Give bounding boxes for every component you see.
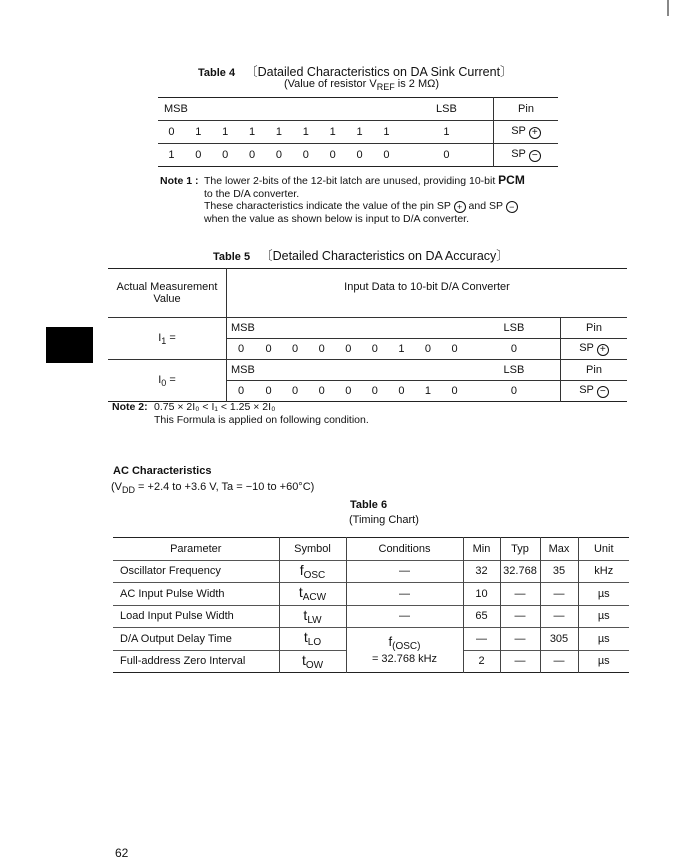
measure-i0 (108, 360, 227, 402)
max-cell: — (540, 650, 578, 673)
table5-label: Table 5 (213, 251, 251, 263)
bit-cell: 0 (441, 339, 468, 360)
ac-heading: AC Characteristics (113, 465, 212, 477)
bit-cell: 1 (212, 121, 239, 144)
pin-cell (494, 144, 559, 167)
bit-cell: 0 (319, 144, 346, 167)
note1-pcm: PCM (498, 173, 525, 187)
bit-cell: 0 (227, 381, 256, 402)
pin-cell (561, 339, 628, 360)
input-data-header: Input Data to 10-bit D/A Converter (344, 281, 510, 293)
measurement-header-line1: Actual Measurement (116, 281, 218, 293)
min-cell: 65 (463, 605, 500, 628)
pin-header: Pin (561, 360, 628, 381)
lsb-label: LSB (436, 103, 457, 115)
parameter-cell: Load Input Pulse Width (113, 605, 279, 628)
symbol-cell (279, 560, 346, 583)
pin-name: SP (579, 342, 594, 354)
msb-label: MSB (227, 318, 468, 339)
min-cell: 10 (463, 583, 500, 606)
bit-cell: 0 (373, 144, 400, 167)
table5 (108, 268, 627, 402)
circled-minus-icon: − (506, 201, 518, 213)
note2-formula: 0.75 × 2I₀ < I₁ < 1.25 × 2I₀ (154, 401, 276, 413)
table-row (113, 605, 629, 628)
table6-label: Table 6 (350, 499, 388, 511)
unit-cell: µs (578, 650, 629, 673)
bit-cell: 1 (388, 339, 415, 360)
conditions-cell: — (346, 583, 463, 606)
max-cell: 35 (540, 560, 578, 583)
pin-header: Pin (494, 98, 559, 121)
bit-cell: 0 (308, 339, 335, 360)
bit-cell: 0 (441, 381, 468, 402)
bit-cell: 1 (346, 121, 373, 144)
bit-cell: 1 (185, 121, 212, 144)
table5-msb-row (108, 318, 627, 339)
column-header: Symbol (279, 538, 346, 561)
bit-cell: 0 (415, 339, 442, 360)
column-header: Conditions (346, 538, 463, 561)
bit-cell: 0 (335, 381, 362, 402)
symbol-sub: OSC (303, 569, 326, 581)
column-header: Typ (500, 538, 540, 561)
ac-cond-suffix: = +2.4 to +3.6 V, Ta = −10 to +60°C) (135, 481, 315, 493)
note2-line2: This Formula is applied on following condition. (154, 413, 369, 426)
typ-cell: — (500, 605, 540, 628)
note1-and-sp: and SP (465, 200, 503, 212)
parameter-cell: Full-address Zero Interval (113, 650, 279, 673)
lsb-label: LSB (468, 318, 561, 339)
typ-cell: — (500, 628, 540, 651)
parameter-cell: Oscillator Frequency (113, 560, 279, 583)
bit-cell: 1 (415, 381, 442, 402)
bit-cell: 1 (239, 121, 266, 144)
bit-cell: 0 (388, 381, 415, 402)
pin-header: Pin (561, 318, 628, 339)
symbol-sub: OW (305, 659, 324, 671)
pin-name: SP (511, 148, 526, 160)
bit-cell: 0 (266, 144, 293, 167)
table5-title-text: 〔Detailed Characteristics on DA Accuracy〕 (260, 249, 509, 263)
bit-cell: 0 (255, 381, 282, 402)
symbol-sub: LW (307, 614, 322, 626)
symbol-main: t (301, 651, 306, 668)
table6-header-row (113, 538, 629, 561)
bit-cell: 1 (266, 121, 293, 144)
ac-cond-prefix: (V (111, 481, 122, 493)
measure-sub: 0 (161, 377, 167, 388)
measure-i1 (108, 318, 227, 360)
note2-label: Note 2: (112, 401, 148, 413)
bit-cell: 1 (400, 121, 494, 144)
symbol-main: t (303, 606, 308, 623)
bit-cell: 1 (292, 121, 319, 144)
lsb-label: LSB (468, 360, 561, 381)
typ-cell: 32.768 (500, 560, 540, 583)
table-row (158, 121, 558, 144)
note1-line1: The lower 2-bits of the 12-bit latch are unused, providing 10-bit (204, 175, 496, 187)
bit-cell: 0 (185, 144, 212, 167)
circled-minus-icon: − (597, 386, 609, 398)
circled-plus-icon: + (597, 344, 609, 356)
note1-line3: These characteristics indicate the value of the pin SP (204, 200, 451, 212)
measure-sub: 1 (161, 335, 167, 346)
min-cell: — (463, 628, 500, 651)
table4-subtitle (284, 78, 439, 92)
max-cell: — (540, 583, 578, 606)
bit-cell: 0 (468, 381, 561, 402)
circled-minus-icon: − (529, 150, 541, 162)
unit-cell: µs (578, 583, 629, 606)
pin-name: SP (511, 125, 526, 137)
table-row (113, 583, 629, 606)
measurement-header (108, 269, 227, 318)
condition-f: f (388, 633, 393, 649)
symbol-main: f (299, 561, 304, 578)
conditions-cell: — (346, 560, 463, 583)
parameter-cell: AC Input Pulse Width (113, 583, 279, 606)
unit-cell: µs (578, 605, 629, 628)
condition-f-sub: (OSC) (392, 640, 421, 652)
bit-cell: 1 (373, 121, 400, 144)
page-number: 62 (115, 846, 129, 860)
measure-symbol: I (158, 373, 162, 386)
pin-cell (561, 381, 628, 402)
symbol-sub: ACW (302, 592, 327, 604)
section-tab-marker (46, 327, 93, 363)
bit-cell: 0 (362, 339, 389, 360)
typ-cell: — (500, 650, 540, 673)
column-header: Min (463, 538, 500, 561)
pin-cell (494, 121, 559, 144)
symbol-main: t (298, 584, 303, 601)
bit-cell: 0 (308, 381, 335, 402)
table-row (158, 144, 558, 167)
measure-symbol: I (158, 331, 162, 344)
note1 (160, 174, 525, 226)
symbol-sub: LO (307, 637, 322, 649)
note1-line2: to the D/A converter. (204, 187, 300, 200)
ac-cond-sub: DD (122, 485, 135, 495)
condition-value: = 32.768 kHz (371, 652, 438, 665)
merged-conditions-cell (346, 628, 463, 673)
bit-cell: 0 (282, 381, 309, 402)
table5-title (213, 246, 509, 264)
bit-cell: 0 (158, 121, 185, 144)
msb-label: MSB (164, 103, 188, 115)
table4-title-text: 〔Datailed Characteristics on DA Sink Current〕 (245, 65, 513, 79)
symbol-cell (279, 628, 346, 651)
table5-header-row (108, 269, 627, 318)
pin-name: SP (579, 384, 594, 396)
typ-cell: — (500, 583, 540, 606)
table4 (158, 97, 558, 167)
column-header: Parameter (170, 542, 222, 555)
unit-cell: µs (578, 628, 629, 651)
msb-label: MSB (227, 360, 468, 381)
table-row (113, 560, 629, 583)
max-cell: — (540, 605, 578, 628)
note1-line4: when the value as shown below is input to D/A converter. (204, 213, 469, 225)
note2 (112, 401, 369, 426)
circled-plus-icon: + (529, 127, 541, 139)
table6 (113, 537, 629, 673)
bit-cell: 0 (468, 339, 561, 360)
table5-msb-row (108, 360, 627, 381)
symbol-cell (279, 583, 346, 606)
conditions-cell: — (346, 605, 463, 628)
table4-header-row (158, 98, 558, 121)
bit-cell: 0 (335, 339, 362, 360)
unit-cell: kHz (578, 560, 629, 583)
bit-cell: 0 (255, 339, 282, 360)
measure-eq: = (166, 331, 176, 344)
table4-subtitle-suffix: is 2 MΩ) (394, 78, 440, 90)
bit-cell: 1 (319, 121, 346, 144)
circled-plus-icon: + (454, 201, 466, 213)
bit-cell: 0 (346, 144, 373, 167)
scan-mark (667, 0, 669, 16)
symbol-main: t (303, 629, 308, 646)
column-header: Unit (578, 538, 629, 561)
table4-subtitle-sub: REF (376, 82, 395, 92)
ac-conditions (111, 481, 314, 495)
note1-label: Note 1 : (160, 175, 199, 187)
bit-cell: 0 (282, 339, 309, 360)
bit-cell: 0 (362, 381, 389, 402)
symbol-cell (279, 605, 346, 628)
measurement-header-line2: Value (153, 293, 181, 305)
min-cell: 2 (463, 650, 500, 673)
table4-label: Table 4 (198, 67, 236, 79)
table-row (113, 628, 629, 651)
bit-cell: 0 (227, 339, 256, 360)
measure-eq: = (166, 373, 176, 386)
bit-cell: 0 (239, 144, 266, 167)
column-header: Max (540, 538, 578, 561)
bit-cell: 0 (292, 144, 319, 167)
parameter-cell: D/A Output Delay Time (113, 628, 279, 651)
symbol-cell (279, 650, 346, 673)
max-cell: 305 (540, 628, 578, 651)
table6-subtitle: (Timing Chart) (349, 514, 419, 526)
bit-cell: 0 (212, 144, 239, 167)
min-cell: 32 (463, 560, 500, 583)
bit-cell: 1 (158, 144, 185, 167)
table4-subtitle-prefix: (Value of resistor V (284, 78, 377, 90)
bit-cell: 0 (400, 144, 494, 167)
